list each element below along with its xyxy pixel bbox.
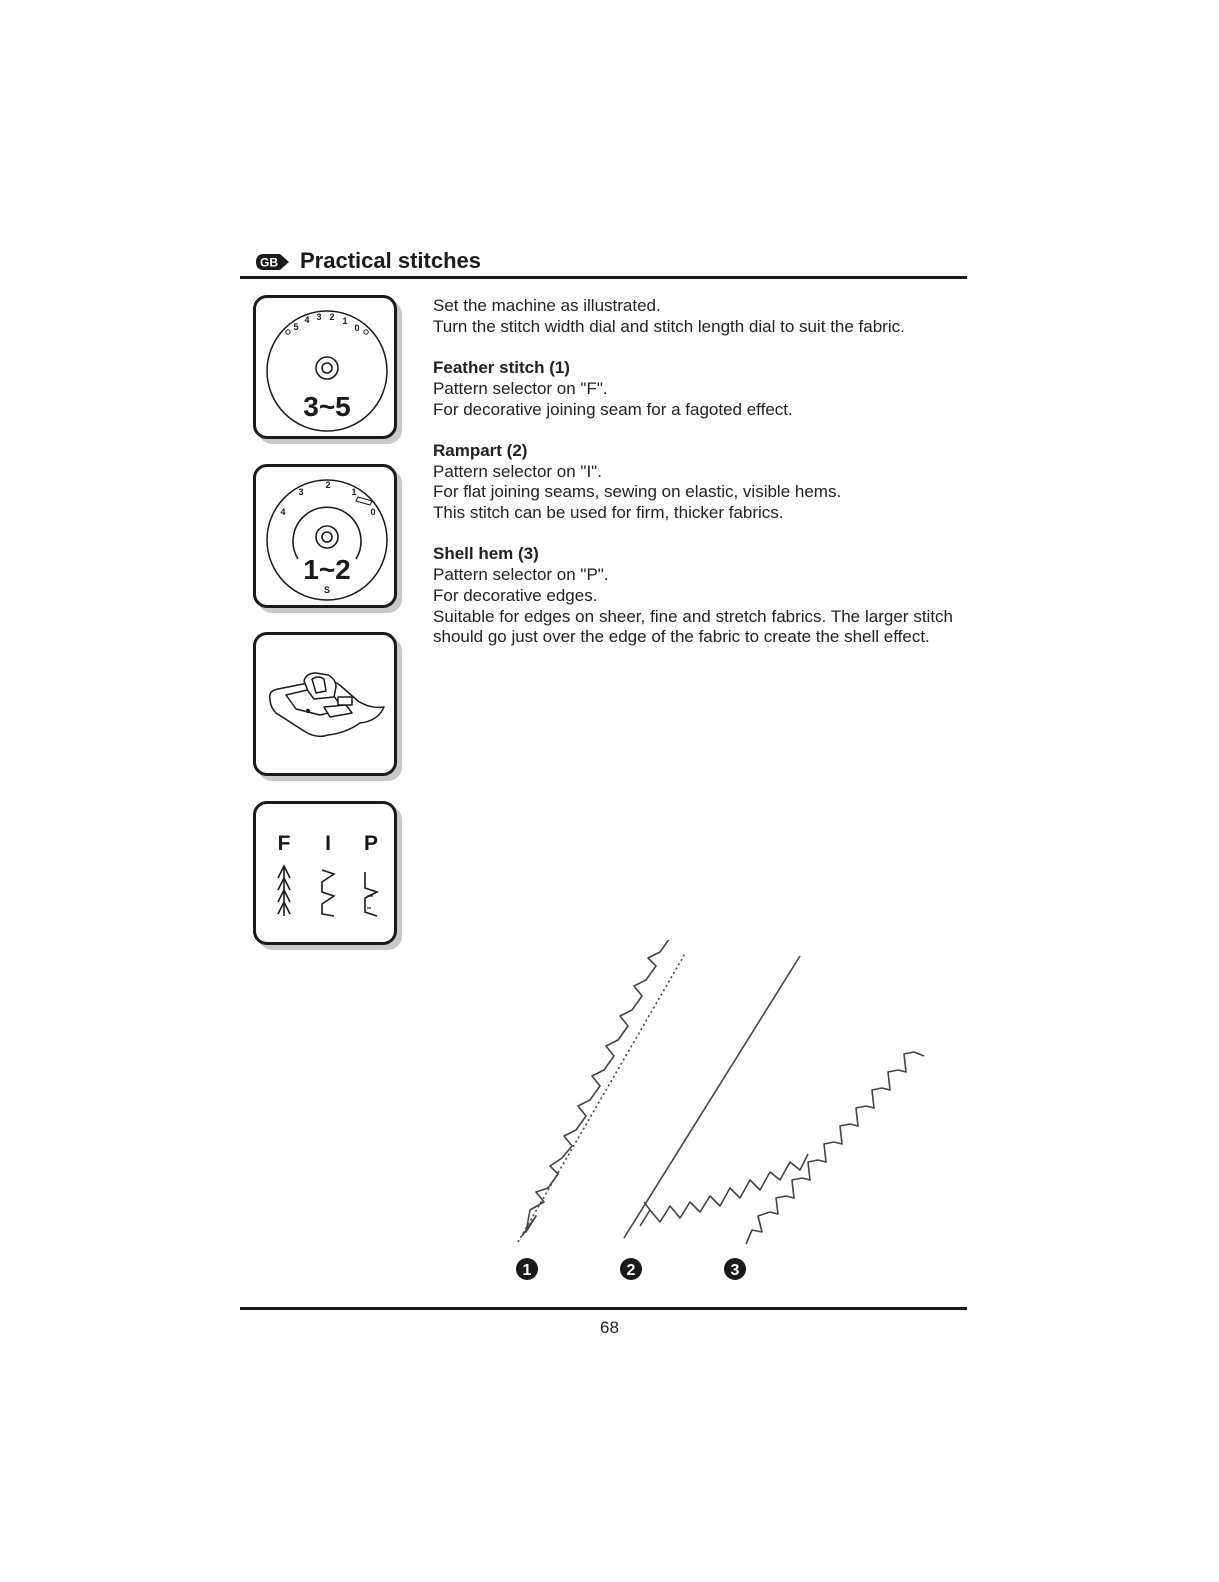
intro-line-1: Set the machine as illustrated. — [433, 296, 661, 315]
rampart-line-3: This stitch can be used for firm, thicker fabrics. — [433, 503, 784, 522]
rampart-line-1: Pattern selector on "I". — [433, 461, 602, 481]
pattern-letter-f: F — [277, 832, 291, 855]
stitch-label-2: 2 — [626, 1262, 636, 1279]
stitch-samples-illustration — [500, 940, 940, 1290]
page-title: Practical stitches — [300, 248, 481, 273]
width-tick-4: 4 — [304, 315, 310, 325]
stitch-width-dial-panel — [253, 295, 397, 439]
gb-badge-label: GB — [260, 255, 278, 270]
stitch-label-1: 1 — [522, 1262, 532, 1279]
width-dial-icon — [256, 298, 394, 436]
page-number: 68 — [600, 1318, 619, 1337]
stitch-label-3: 3 — [730, 1262, 740, 1279]
shell-hem-heading: Shell hem (3) — [433, 544, 539, 564]
footer-rule — [240, 1307, 967, 1310]
pattern-letter-i: I — [325, 832, 331, 855]
feather-stitch-line-2: For decorative joining seam for a fagoted effect. — [433, 399, 793, 419]
stitch-length-dial-panel — [253, 464, 397, 608]
shell-hem-paragraph: Suitable for edges on sheer, fine and stretch fabrics. The larger stitch should go just over the edge of the fabric to create the shell effect. — [433, 606, 953, 647]
width-tick-0: 0 — [354, 323, 360, 333]
rampart-line-2: For flat joining seams, sewing on elastic, visible hems. — [433, 482, 842, 502]
header-rule — [240, 276, 967, 279]
width-tick-3: 3 — [316, 312, 322, 322]
shell-hem-line-2: For decorative edges. — [433, 585, 598, 605]
length-dial-icon — [256, 467, 394, 605]
length-tick-1: 1 — [351, 487, 357, 497]
length-tick-4: 4 — [280, 507, 286, 517]
presser-foot-panel — [253, 632, 397, 776]
width-setting: 3~5 — [303, 391, 351, 422]
length-bottom-mark: S — [323, 585, 331, 595]
length-tick-3: 3 — [298, 487, 304, 497]
length-tick-0: 0 — [370, 507, 376, 517]
width-tick-2: 2 — [329, 312, 335, 322]
length-tick-2: 2 — [325, 480, 331, 490]
zigzag-presser-foot-icon — [256, 635, 394, 773]
instructions-text — [433, 296, 953, 648]
intro-line-2: Turn the stitch width dial and stitch length dial to suit the fabric. — [433, 316, 905, 336]
width-tick-1: 1 — [342, 316, 348, 326]
feather-stitch-heading: Feather stitch (1) — [433, 358, 570, 378]
page-header — [252, 248, 967, 278]
rampart-heading: Rampart (2) — [433, 440, 528, 460]
pattern-selector-panel — [253, 801, 397, 945]
gb-language-badge — [254, 253, 290, 271]
pattern-letter-p: P — [363, 832, 379, 855]
shell-hem-line-1: Pattern selector on "P". — [433, 565, 609, 585]
width-tick-5: 5 — [293, 322, 299, 332]
pattern-stitch-icons — [256, 804, 394, 942]
length-setting: 1~2 — [303, 554, 351, 585]
feather-stitch-line-1: Pattern selector on "F". — [433, 378, 608, 398]
